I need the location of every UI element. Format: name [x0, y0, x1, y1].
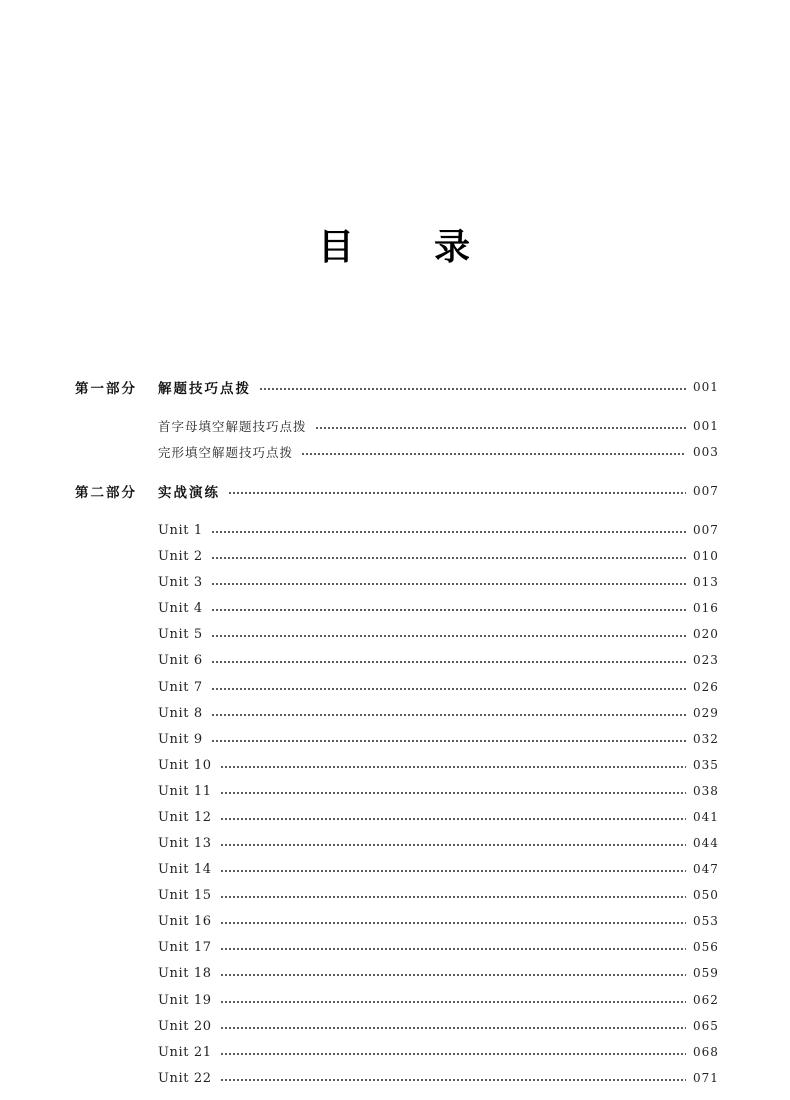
- dot-leader: [211, 714, 686, 716]
- dot-leader: [315, 427, 686, 429]
- dot-leader: [220, 974, 686, 976]
- entry-title: Unit 4: [158, 601, 209, 616]
- page-number: 020: [693, 627, 719, 641]
- toc-entry-row[interactable]: [0, 755, 790, 775]
- toc-entry-row[interactable]: [0, 677, 790, 697]
- entry-title: Unit 3: [158, 575, 209, 590]
- part-label: 第二部分: [75, 485, 137, 501]
- heading-char-1: 目: [318, 227, 355, 268]
- toc-entry-row[interactable]: [0, 416, 790, 436]
- toc-entry-row[interactable]: [0, 572, 790, 592]
- toc-entry-row[interactable]: [0, 1042, 790, 1062]
- toc-entry-row[interactable]: [0, 990, 790, 1010]
- toc-entry-row[interactable]: [0, 963, 790, 983]
- toc-part-row[interactable]: [0, 481, 790, 501]
- entry-title: Unit 14: [158, 862, 218, 877]
- page-number: 059: [693, 966, 719, 980]
- page-number: 001: [693, 419, 719, 433]
- page-number: 053: [693, 914, 719, 928]
- dot-leader: [211, 583, 686, 585]
- toc-entry-row[interactable]: [0, 520, 790, 540]
- heading-char-2: 录: [434, 227, 471, 268]
- page-number: 001: [693, 380, 719, 394]
- toc-heading: [0, 226, 790, 270]
- page-number: 038: [693, 784, 719, 798]
- dot-leader: [220, 1001, 686, 1003]
- dot-leader: [259, 388, 686, 390]
- entry-title: Unit 16: [158, 914, 218, 929]
- page-number: 065: [693, 1019, 719, 1033]
- entry-title: Unit 12: [158, 810, 218, 825]
- entry-title: Unit 19: [158, 993, 218, 1008]
- page-number: 026: [693, 680, 719, 694]
- part-label: 第一部分: [75, 381, 137, 397]
- toc-entry-row[interactable]: [0, 937, 790, 957]
- page-number: 041: [693, 810, 719, 824]
- page-number: 016: [693, 601, 719, 615]
- toc-entry-row[interactable]: [0, 911, 790, 931]
- entry-title: Unit 21: [158, 1045, 218, 1060]
- page-number: 007: [693, 523, 719, 537]
- entry-title: Unit 1: [158, 523, 209, 538]
- page-number: 071: [693, 1071, 719, 1085]
- toc-part-row[interactable]: [0, 377, 790, 397]
- entry-title: Unit 20: [158, 1019, 218, 1034]
- page-number: 047: [693, 862, 719, 876]
- entry-title: Unit 9: [158, 732, 209, 747]
- dot-leader: [220, 922, 686, 924]
- dot-leader: [220, 948, 686, 950]
- dot-leader: [220, 1027, 686, 1029]
- page-number: 062: [693, 993, 719, 1007]
- toc-entry-row[interactable]: [0, 807, 790, 827]
- dot-leader: [220, 870, 686, 872]
- toc-entry-row[interactable]: [0, 729, 790, 749]
- dot-leader: [301, 453, 686, 455]
- entry-title: Unit 18: [158, 966, 218, 981]
- dot-leader: [220, 792, 686, 794]
- toc-entry-row[interactable]: [0, 885, 790, 905]
- toc-entry-row[interactable]: [0, 1068, 790, 1088]
- entry-title: Unit 22: [158, 1071, 218, 1086]
- dot-leader: [211, 740, 686, 742]
- dot-leader: [211, 635, 686, 637]
- page-number: 032: [693, 732, 719, 746]
- page-number: 013: [693, 575, 719, 589]
- entry-title: Unit 8: [158, 706, 209, 721]
- page-number: 003: [693, 445, 719, 459]
- toc-entry-row[interactable]: [0, 703, 790, 723]
- dot-leader: [220, 1079, 686, 1081]
- entry-title: 完形填空解题技巧点拨: [158, 443, 299, 461]
- part-title: 解题技巧点拨: [158, 377, 257, 397]
- entry-title: Unit 5: [158, 627, 209, 642]
- page-number: 023: [693, 653, 719, 667]
- toc-entry-row[interactable]: [0, 833, 790, 853]
- toc-entry-row[interactable]: [0, 650, 790, 670]
- toc-entry-row[interactable]: [0, 624, 790, 644]
- page-number: 035: [693, 758, 719, 772]
- entry-title: Unit 11: [158, 784, 218, 799]
- dot-leader: [211, 531, 686, 533]
- part-title: 实战演练: [158, 481, 226, 501]
- page-number: 044: [693, 836, 719, 850]
- dot-leader: [211, 661, 686, 663]
- dot-leader: [211, 557, 686, 559]
- dot-leader: [211, 688, 686, 690]
- entry-title: Unit 6: [158, 653, 209, 668]
- toc-entry-row[interactable]: [0, 1016, 790, 1036]
- entry-title: Unit 10: [158, 758, 218, 773]
- dot-leader: [220, 1053, 686, 1055]
- page-number: 050: [693, 888, 719, 902]
- toc-entry-row[interactable]: [0, 442, 790, 462]
- toc-entry-row[interactable]: [0, 598, 790, 618]
- dot-leader: [228, 492, 686, 494]
- entry-title: Unit 2: [158, 549, 209, 564]
- page-number: 056: [693, 940, 719, 954]
- dot-leader: [220, 818, 686, 820]
- page-number: 068: [693, 1045, 719, 1059]
- page-number: 007: [693, 484, 719, 498]
- toc-entry-row[interactable]: [0, 546, 790, 566]
- dot-leader: [211, 609, 686, 611]
- entry-title: Unit 15: [158, 888, 218, 903]
- dot-leader: [220, 844, 686, 846]
- entry-title: Unit 17: [158, 940, 218, 955]
- entry-title: Unit 7: [158, 680, 209, 695]
- page-number: 029: [693, 706, 719, 720]
- page-number: 010: [693, 549, 719, 563]
- dot-leader: [220, 766, 686, 768]
- entry-title: 首字母填空解题技巧点拨: [158, 417, 313, 435]
- dot-leader: [220, 896, 686, 898]
- toc-entry-row[interactable]: [0, 859, 790, 879]
- toc-entry-row[interactable]: [0, 781, 790, 801]
- entry-title: Unit 13: [158, 836, 218, 851]
